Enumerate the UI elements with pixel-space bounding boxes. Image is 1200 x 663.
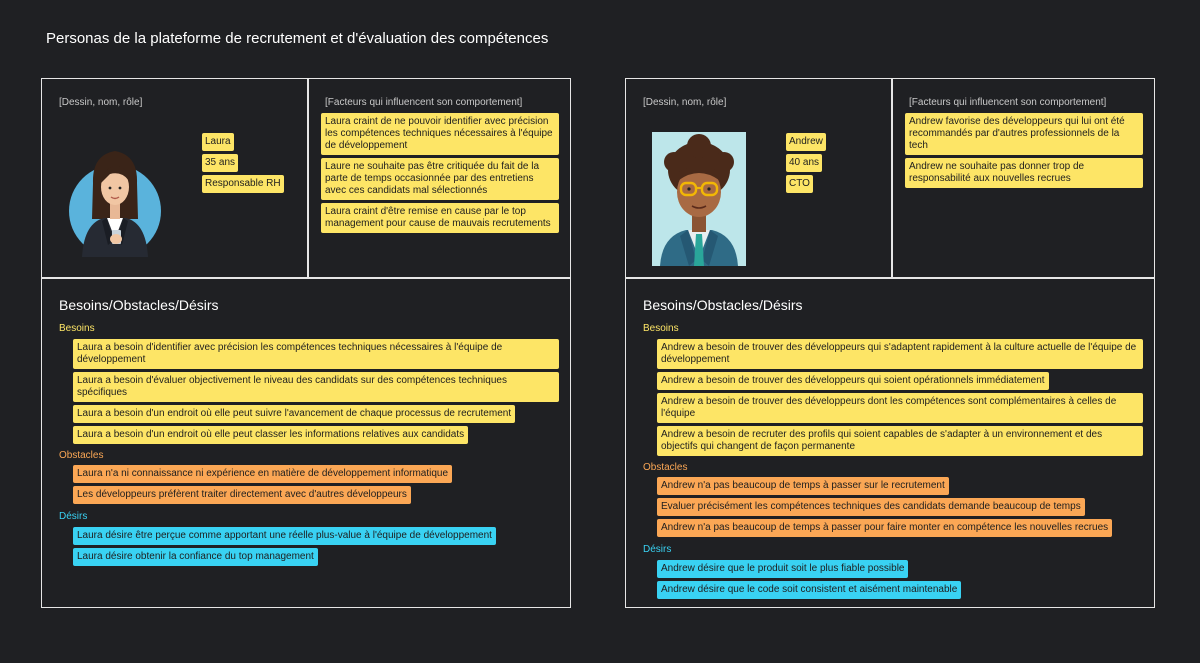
obstacle-sticky: Andrew n'a pas beaucoup de temps à passer pour faire monter en compétence les nouvelles recrues [657,519,1112,537]
section-title: Besoins/Obstacles/Désirs [643,297,803,313]
avatar-laura [68,141,162,257]
persona-role: Responsable RH [202,175,284,193]
besoin-sticky: Andrew a besoin de trouver des développeurs dont les compétences sont complémentaires à celles de l'équipe [657,393,1143,423]
divider [42,277,570,279]
factor-sticky: Laura craint de ne pouvoir identifier avec précision les compétences techniques nécessaires à l'équipe de développement [321,113,559,155]
desir-sticky: Andrew désire que le code soit consistent et aisément maintenable [657,581,961,599]
besoin-sticky: Laura a besoin d'un endroit où elle peut suivre l'avancement de chaque processus de recrutement [73,405,515,423]
board-title: Personas de la plateforme de recrutement et d'évaluation des compétences [46,30,549,47]
drawing-label: [Dessin, nom, rôle] [643,97,727,108]
obstacle-sticky: Evaluer précisément les compétences techniques des candidats demande beaucoup de temps [657,498,1085,516]
drawing-label: [Dessin, nom, rôle] [59,97,143,108]
divider [891,79,893,278]
obstacles-label: Obstacles [59,450,104,461]
desir-sticky: Laura désire obtenir la confiance du top management [73,548,318,566]
persona-card-andrew [625,78,1155,608]
besoins-label: Besoins [59,323,95,334]
obstacles-label: Obstacles [643,462,688,473]
divider [307,79,309,278]
factor-sticky: Andrew favorise des développeurs qui lui ont été recommandés par d'autres professionnels de la tech [905,113,1143,155]
factors-label: [Facteurs qui influencent son comportement] [909,97,1107,108]
persona-role: CTO [786,175,813,193]
divider [626,277,1154,279]
persona-name: Andrew [786,133,826,151]
desir-sticky: Laura désire être perçue comme apportant une réelle plus-value à l'équipe de développement [73,527,496,545]
desir-sticky: Andrew désire que le produit soit le plus fiable possible [657,560,908,578]
persona-age: 40 ans [786,154,822,172]
besoin-sticky: Andrew a besoin de trouver des développeurs qui s'adaptent rapidement à la culture actuelle de l'équipe de développement [657,339,1143,369]
besoin-sticky: Laura a besoin d'identifier avec précision les compétences techniques nécessaires à l'équipe de développement [73,339,559,369]
persona-card-laura [41,78,571,608]
desirs-label: Désirs [59,511,88,522]
besoin-sticky: Andrew a besoin de trouver des développeurs qui soient opérationnels immédiatement [657,372,1049,390]
persona-age: 35 ans [202,154,238,172]
obstacle-sticky: Laura n'a ni connaissance ni expérience en matière de développement informatique [73,465,452,483]
besoin-sticky: Laura a besoin d'un endroit où elle peut classer les informations relatives aux candidats [73,426,468,444]
factor-sticky: Andrew ne souhaite pas donner trop de responsabilité aux nouvelles recrues [905,158,1143,188]
besoin-sticky: Andrew a besoin de recruter des profils qui soient capables de s'adapter à un environnement et des objectifs qui changent de façon permanente [657,426,1143,456]
obstacle-sticky: Andrew n'a pas beaucoup de temps à passer sur le recrutement [657,477,949,495]
section-title: Besoins/Obstacles/Désirs [59,297,219,313]
avatar-andrew [652,132,746,266]
obstacle-sticky: Les développeurs préfèrent traiter directement avec d'autres développeurs [73,486,411,504]
factors-label: [Facteurs qui influencent son comportement] [325,97,523,108]
persona-name: Laura [202,133,234,151]
besoin-sticky: Laura a besoin d'évaluer objectivement le niveau des candidats sur des compétences techniques spécifiques [73,372,559,402]
factor-sticky: Laure ne souhaite pas être critiquée du fait de la parte de temps occasionnée par des entretiens avec ces candidats mal sélectionnés [321,158,559,200]
desirs-label: Désirs [643,544,672,555]
besoins-label: Besoins [643,323,679,334]
factor-sticky: Laura craint d'être remise en cause par le top management pour cause de mauvais recrutements [321,203,559,233]
